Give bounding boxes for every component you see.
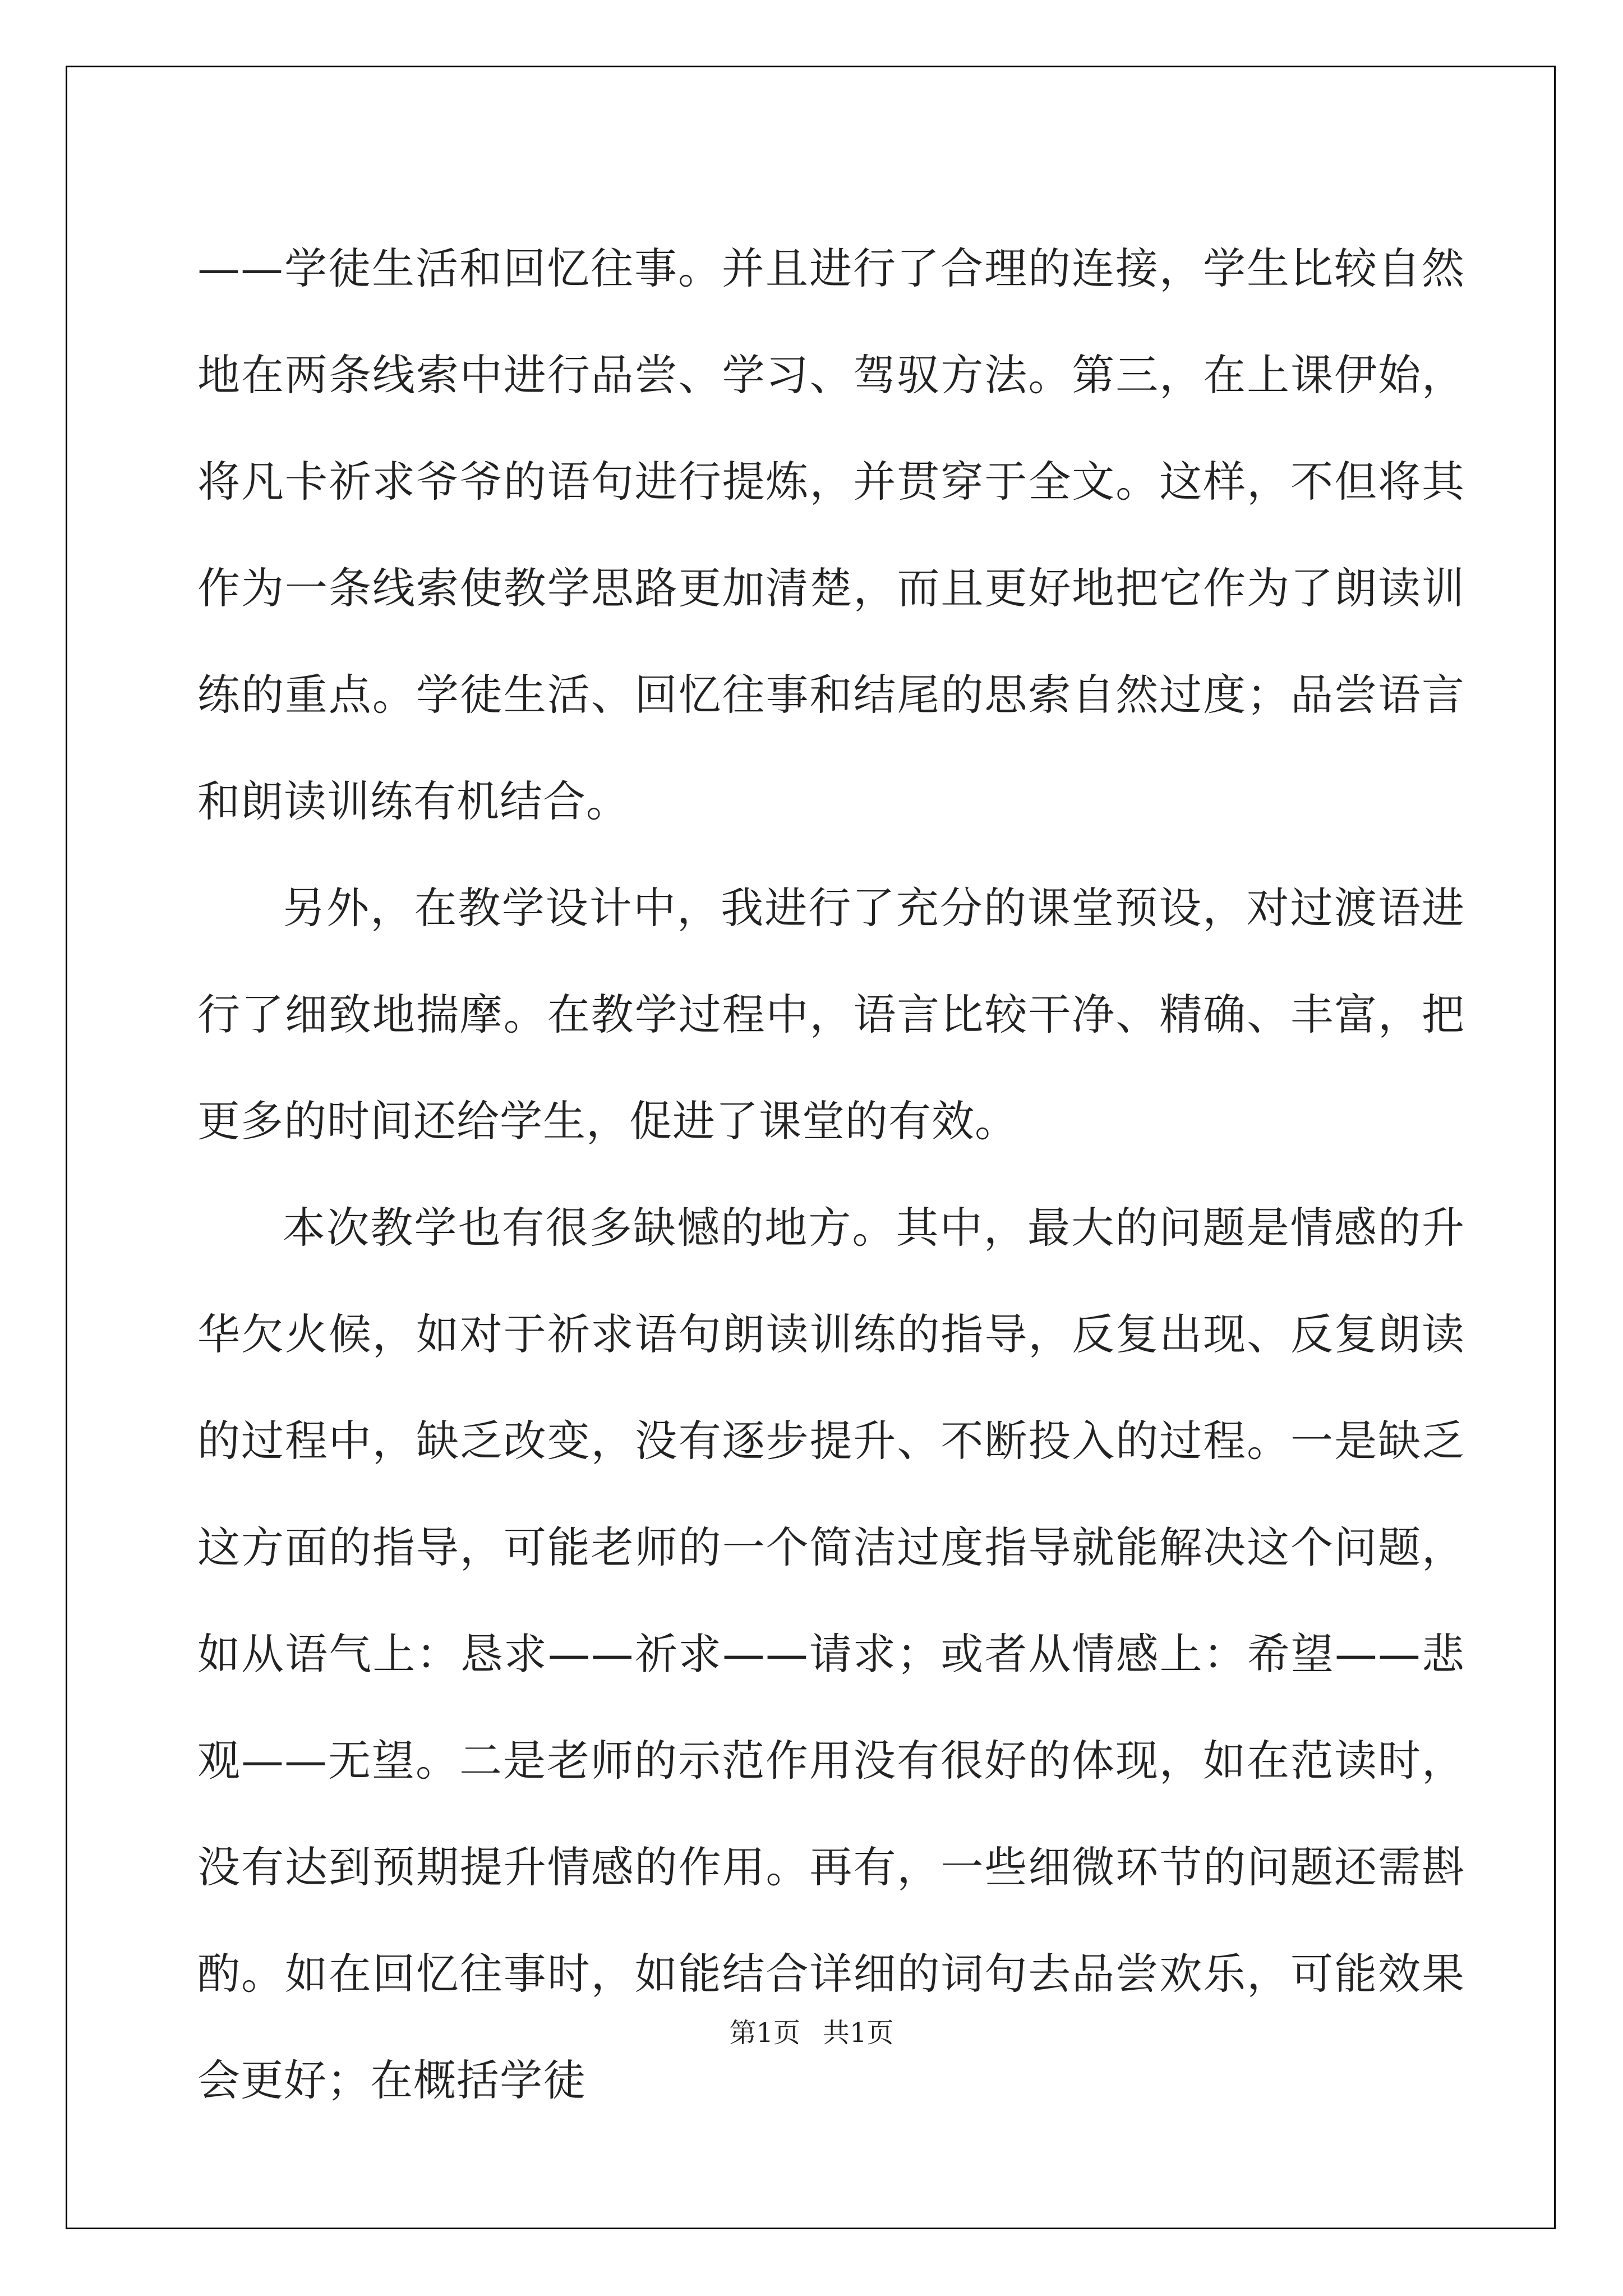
page-number: 第1页 [729,2017,800,2049]
paragraph-3: 本次教学也有很多缺憾的地方。其中，最大的问题是情感的升华欠火候，如对于祈求语句朗读训练的指导，反复出现、反复朗读的过程中，缺乏改变，没有逐步提升、不断投入的过程。一是缺乏这方面的指导，可能老师的一个简洁过度指导就能解决这个问题，如从语气上：恳求——祈求——请求；或者从情感上：希望——悲观——无望。二是老师的示范作用没有很好的体现，如在范读时，没有达到预期提升情感的作用。再有，一些细微环节的问题还需斟酌。如在回忆往事时，如能结合详细的词句去品尝欢乐，可能效果会更好；在概括学徒 [197,1203,1465,2105]
page-total: 共1页 [823,2017,894,2049]
document-body [197,215,1465,2134]
paragraph-2: 另外，在教学设计中，我进行了充分的课堂预设，对过渡语进行了细致地揣摩。在教学过程中，语言比较干净、精确、丰富，把更多的时间还给学生，促进了课堂的有效。 [197,883,1465,1146]
page-footer [0,2011,1623,2050]
paragraph-1: ——学徒生活和回忆往事。并且进行了合理的连接，学生比较自然地在两条线索中进行品尝、学习、驾驭方法。第三，在上课伊始，将凡卡祈求爷爷的语句进行提炼，并贯穿于全文。这样，不但将其作为一条线索使教学思路更加清楚，而且更好地把它作为了朗读训练的重点。学徒生活、回忆往事和结尾的思索自然过度；品尝语言和朗读训练有机结合。 [197,243,1465,826]
